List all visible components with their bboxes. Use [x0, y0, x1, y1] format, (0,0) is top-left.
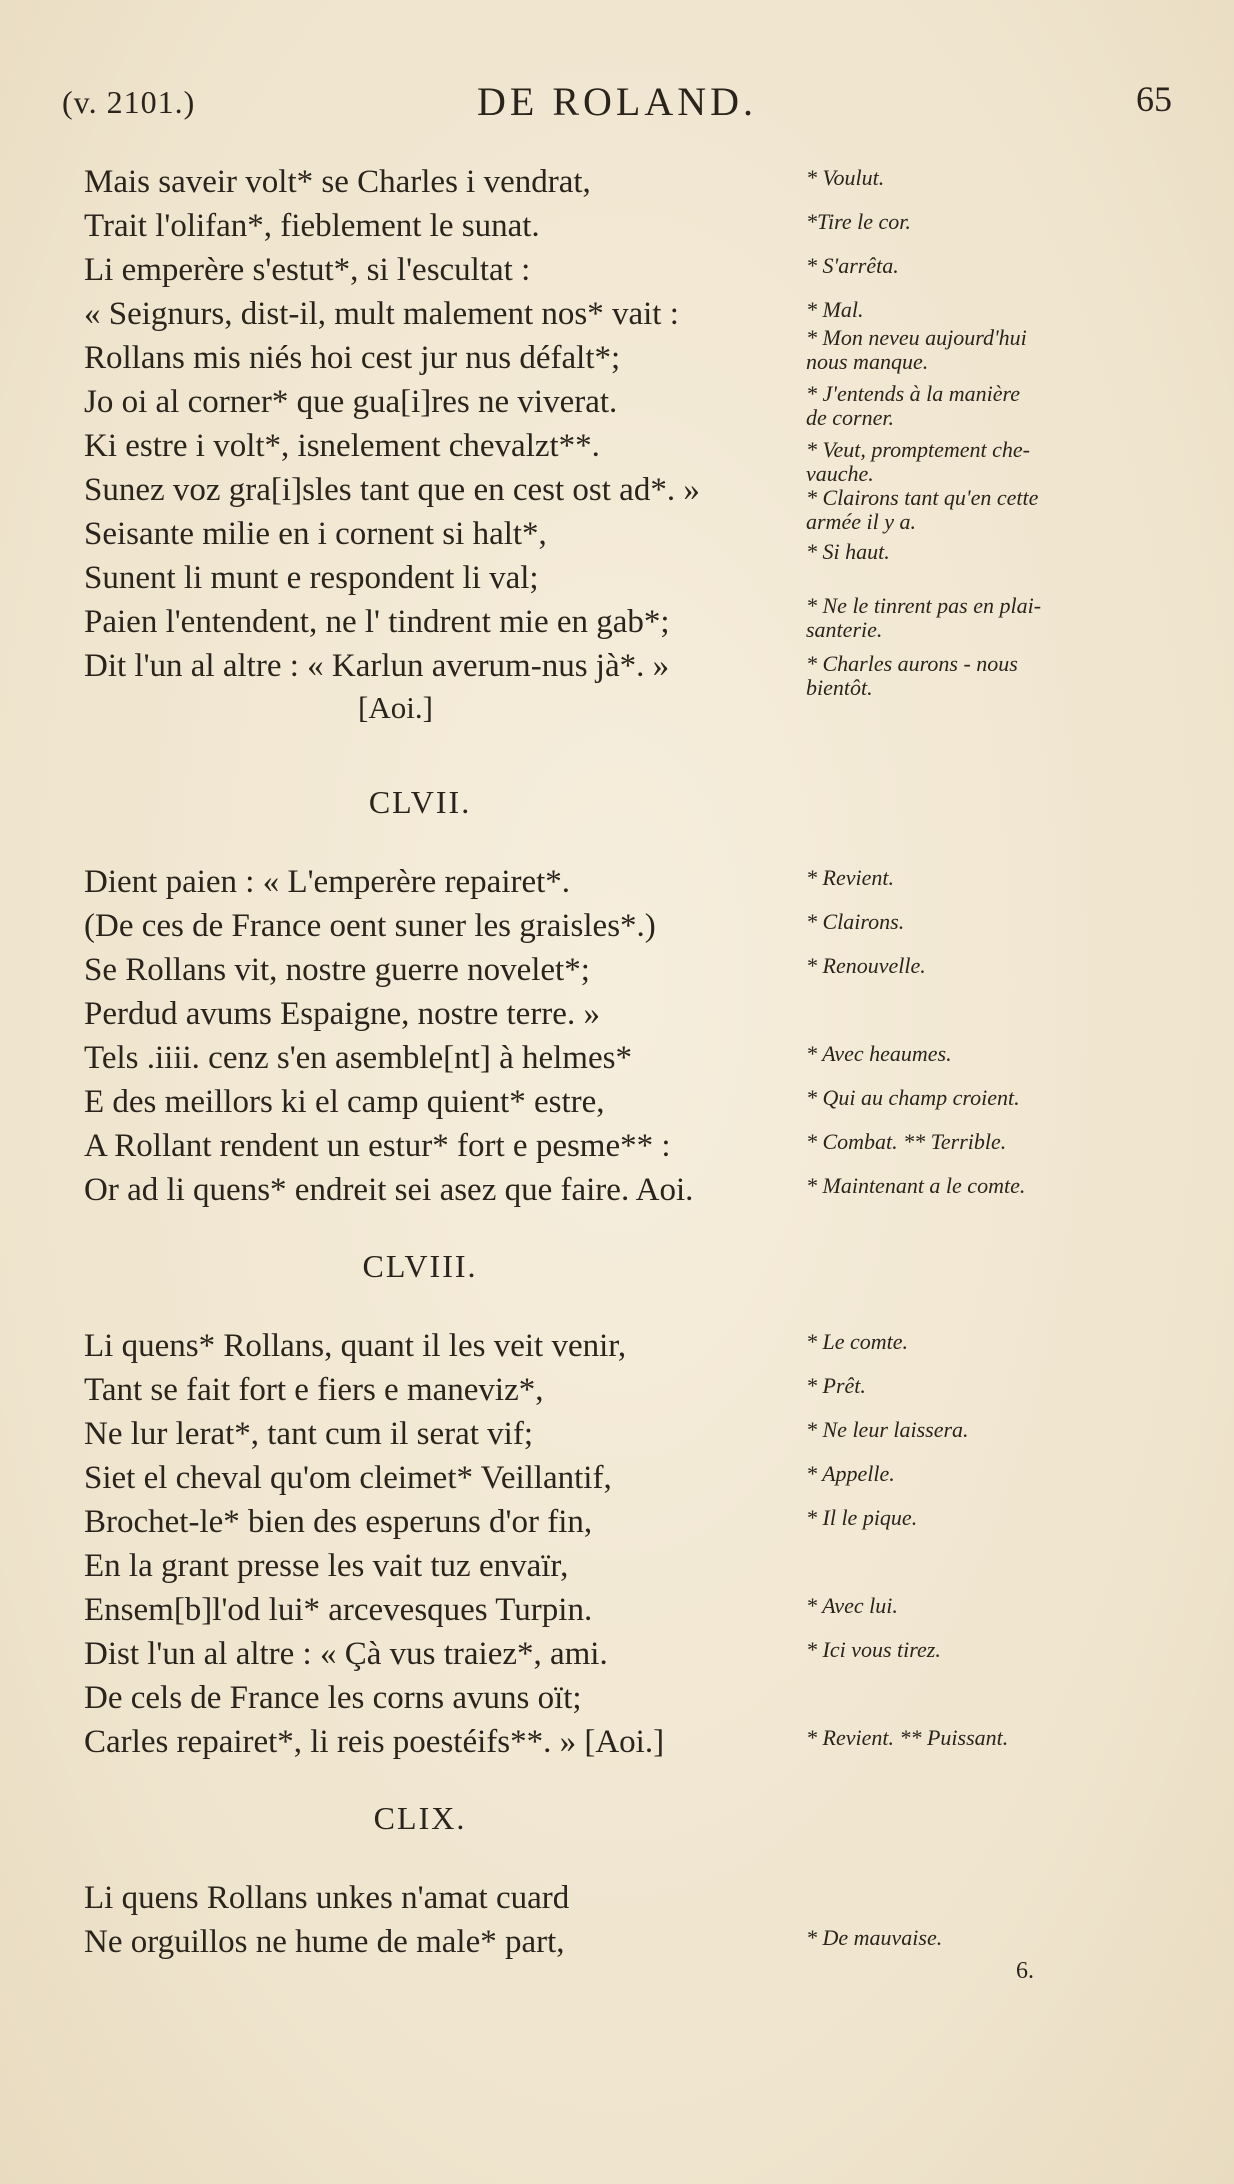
verse-line: Sunez voz gra[i]sles tant que en cest ost ad*. » [84, 472, 700, 508]
printer-signature: 6. [1016, 1958, 1034, 1984]
gloss-note: * De mauvaise. [806, 1925, 943, 1950]
section-heading: CLIX. [373, 1800, 467, 1836]
gloss-note: * Revient. [806, 865, 894, 890]
gloss-note: *Tire le cor. [806, 209, 911, 234]
verse-line: Jo oi al corner* que gua[i]res ne viverat. [84, 384, 618, 420]
gloss-note: * Il le pique. [806, 1505, 918, 1530]
verse-line: Ne lur lerat*, tant cum il serat vif; [84, 1416, 534, 1452]
gloss-note: * J'entends à la manière [806, 381, 1021, 406]
gloss-note: de corner. [806, 405, 894, 430]
section-heading: CLVII. [368, 784, 472, 820]
verse-line: Tels .iiii. cenz s'en asemble[nt] à helmes* [84, 1040, 632, 1076]
verse-line: Carles repairet*, li reis poestéifs**. » [Aoi.] [84, 1724, 665, 1760]
gloss-note: * Le comte. [806, 1329, 909, 1354]
page-number: 65 [1136, 79, 1172, 119]
verse-line: Li emperère s'estut*, si l'escultat : [84, 252, 531, 288]
verse-line: Li quens* Rollans, quant il les veit venir, [84, 1328, 627, 1364]
gloss-note: * Prêt. [806, 1373, 866, 1398]
gloss-note: * Ici vous tirez. [806, 1637, 941, 1662]
gloss-note: * Ne le tinrent pas en plai- [806, 593, 1042, 618]
verse-line: Ki estre i volt*, isnelement chevalzt**. [84, 428, 600, 464]
gloss-note: * Clairons. [806, 909, 905, 934]
gloss-note: bientôt. [806, 675, 873, 700]
verse-line: (De ces de France oent suner les graisles*.) [84, 908, 656, 944]
verse-line: De cels de France les corns avuns oït; [84, 1680, 582, 1716]
gloss-note: * Clairons tant qu'en cette [806, 485, 1039, 510]
verse-line: Ne orguillos ne hume de male* part, [84, 1924, 565, 1960]
running-title: DE ROLAND. [477, 79, 757, 124]
running-head [62, 78, 1172, 128]
gloss-note: * Avec lui. [806, 1593, 898, 1618]
verse-line: Perdud avums Espaigne, nostre terre. » [84, 996, 600, 1032]
gloss-note: * Charles aurons - nous [806, 651, 1018, 676]
gloss-note: * Revient. ** Puissant. [806, 1725, 1009, 1750]
gloss-note: * Si haut. [806, 539, 890, 564]
verse-line: « Seignurs, dist-il, mult malement nos* vait : [84, 296, 679, 332]
verse-line: En la grant presse les vait tuz envaïr, [84, 1548, 569, 1584]
verse-line: E des meillors ki el camp quient* estre, [84, 1084, 605, 1120]
verse-line: Se Rollans vit, nostre guerre novelet*; [84, 952, 590, 988]
verse-line: Siet el cheval qu'om cleimet* Veillantif, [84, 1460, 612, 1496]
gloss-note: * Qui au champ croient. [806, 1085, 1020, 1110]
verse-line: Trait l'olifan*, fieblement le sunat. [84, 208, 540, 244]
gloss-note: * Ne leur laissera. [806, 1417, 969, 1442]
verse-line: Dit l'un al altre : « Karlun averum-nus jà*. » [84, 648, 670, 684]
gloss-note: * Combat. ** Terrible. [806, 1129, 1007, 1154]
verse-line: Or ad li quens* endreit sei asez que faire. Aoi. [84, 1172, 694, 1208]
verse-line: Tant se fait fort e fiers e maneviz*, [84, 1372, 544, 1408]
refrain-marker: [Aoi.] [358, 690, 433, 725]
gloss-note: * Mal. [806, 297, 864, 322]
verse-range: (v. 2101.) [62, 84, 196, 120]
gloss-note: * Avec heaumes. [806, 1041, 952, 1066]
verse-line: Paien l'entendent, ne l' tindrent mie en gab*; [84, 604, 670, 640]
verse-line: A Rollant rendent un estur* fort e pesme** : [84, 1128, 671, 1164]
verse-line: Dist l'un al altre : « Çà vus traiez*, ami. [84, 1636, 608, 1672]
verse-line: Ensem[b]l'od lui* arcevesques Turpin. [84, 1592, 593, 1628]
gloss-note: vauche. [806, 461, 874, 486]
verse-line: Dient paien : « L'emperère repairet*. [84, 864, 571, 900]
verse-line: Rollans mis niés hoi cest jur nus défalt*; [84, 340, 621, 376]
verse-line: Brochet-le* bien des esperuns d'or fin, [84, 1504, 593, 1540]
section-heading: CLVIII. [362, 1248, 478, 1284]
gloss-note: armée il y a. [806, 509, 916, 534]
gloss-note: nous manque. [806, 349, 929, 374]
gloss-note: santerie. [806, 617, 883, 642]
gloss-note: * Mon neveu aujourd'hui [806, 325, 1027, 350]
gloss-note: * Renouvelle. [806, 953, 926, 978]
verse-line: Mais saveir volt* se Charles i vendrat, [84, 164, 591, 200]
gloss-note: * Maintenant a le comte. [806, 1173, 1026, 1198]
gloss-note: * Appelle. [806, 1461, 895, 1486]
verse-line: Li quens Rollans unkes n'amat cuard [84, 1880, 570, 1916]
verse-line: Seisante milie en i cornent si halt*, [84, 516, 547, 552]
verse-line: Sunent li munt e respondent li val; [84, 560, 539, 596]
gloss-note: * Veut, promptement che- [806, 437, 1031, 462]
gloss-note: * S'arrêta. [806, 253, 899, 278]
gloss-note: * Voulut. [806, 165, 885, 190]
